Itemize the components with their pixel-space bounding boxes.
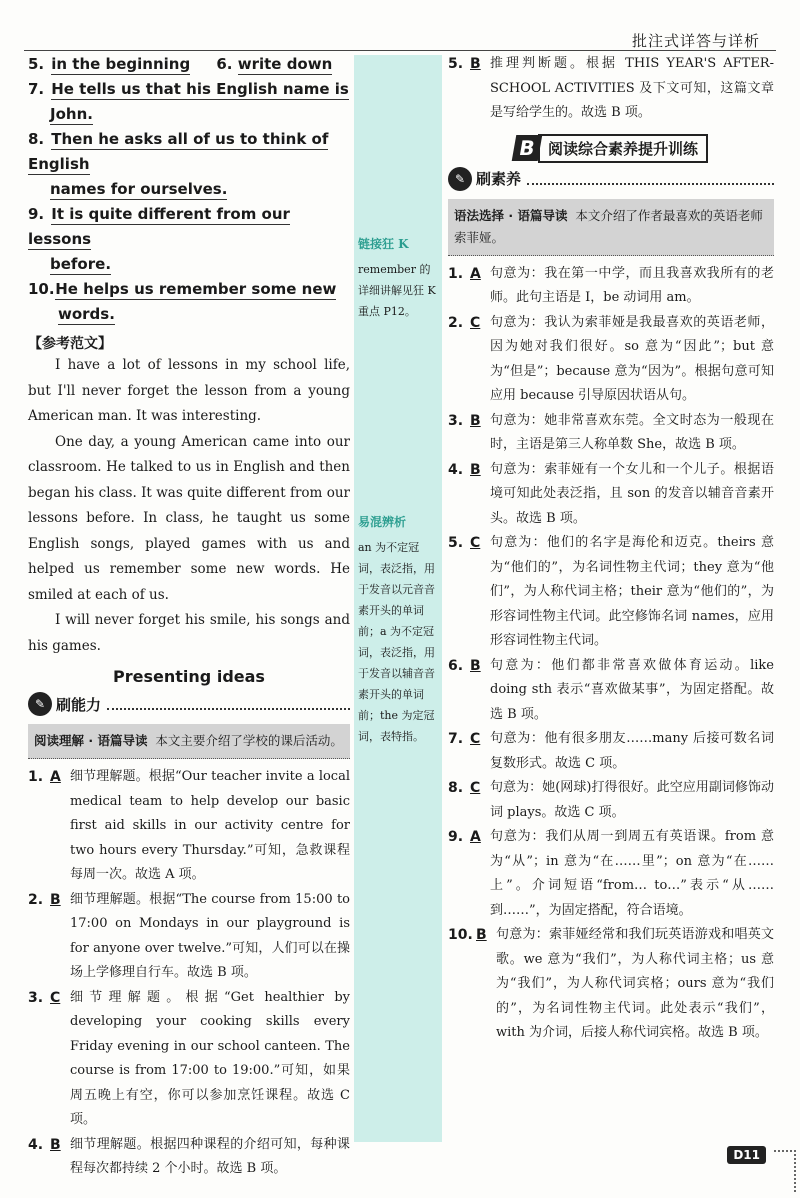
guide-title: 阅读理解 · 语篇导读 xyxy=(34,733,148,748)
answer-number: 6. xyxy=(216,55,233,73)
list-item xyxy=(448,654,774,728)
list-item xyxy=(448,825,774,923)
note-heading: 链接狂 K xyxy=(358,237,409,251)
item-text: 句意为：我们从周一到周五有英语课。from 意为“从”；in 意为“在……里”；on 意为“在……上”。介词短语“from… to…”表示“从……到……”，为固定搭配，符合语境。 xyxy=(490,829,774,918)
left-column xyxy=(28,52,350,1182)
pen-icon: ✎ xyxy=(28,692,52,716)
item-letter: B xyxy=(50,891,61,908)
answer-text: He tells us that his English name is xyxy=(51,80,349,98)
item-number: 1. xyxy=(448,265,464,282)
essay-paragraph: I will never forget his smile, his songs and his games. xyxy=(28,612,350,654)
annotation-column xyxy=(354,55,442,1142)
item-text: 句意为：索菲娅经常和我们玩英语游戏和唱英文歌。we 意为“我们”，为人称代词主格；us 意为“我们”，为人称代词宾格；ours 意为“我们的”，为名词性物主代词。此处表示“我们”，with 为介词，后接人称代词宾格。故选 B 项。 xyxy=(496,927,774,1040)
answer-text: before. xyxy=(50,255,112,273)
list-item xyxy=(28,1133,350,1182)
item-letter: B xyxy=(470,412,481,429)
item-letter: B xyxy=(470,461,481,478)
banner-title: 阅读综合素养提升训练 xyxy=(538,134,708,163)
list-item xyxy=(448,727,774,776)
list-item xyxy=(448,776,774,825)
page-header: 批注式详答与详析 xyxy=(631,32,760,50)
item-text: 句意为：他们都非常喜欢做体育运动。like doing sth 表示“喜欢做某事”，为固定搭配。故选 B 项。 xyxy=(490,657,774,722)
corner-decoration xyxy=(774,1150,796,1192)
note-text: remember 的详细讲解见狂 K 重点 P12。 xyxy=(358,263,436,318)
list-item xyxy=(448,923,774,1046)
item-letter: C xyxy=(470,731,481,747)
answer-number: 8. xyxy=(28,130,45,148)
answer-9-cont xyxy=(28,252,350,277)
item-text: 句意为：我在第一中学，而且我喜欢我所有的老师。此句主语是 I，be 动词用 am。 xyxy=(490,265,774,305)
answer-text: It is quite different from our lessons xyxy=(28,205,290,248)
item-number: 6. xyxy=(448,657,464,674)
item-text: 句意为：我认为索菲娅是我最喜欢的英语老师，因为她对我们很好。so 意为“因此”；but 意为“但是”；because 意为“因为”。根据句意可知应用 because 引导原因状语从句。 xyxy=(490,314,774,403)
item-number: 9. xyxy=(448,829,464,845)
item-text: 句意为：她(网球)打得很好。此空应用副词修饰动词 plays。故选 C 项。 xyxy=(490,780,774,820)
item-number: 3. xyxy=(448,412,464,429)
item-number: 4. xyxy=(448,461,464,478)
dotted-divider xyxy=(527,173,774,185)
right-column xyxy=(448,52,774,1046)
item-number: 3. xyxy=(28,989,44,1006)
item-text: 句意为：他有很多朋友……many 后接可数名词复数形式。故选 C 项。 xyxy=(490,731,774,771)
answer-number: 10. xyxy=(28,280,55,298)
answer-block xyxy=(28,52,350,327)
item-text: 句意为：她非常喜欢东莞。全文时态为一般现在时，主语是第三人称单数 She，故选 B 项。 xyxy=(490,412,774,452)
item-letter: B xyxy=(50,1136,61,1153)
item-number: 10. xyxy=(448,927,473,943)
answer-8 xyxy=(28,127,350,177)
item-number: 5. xyxy=(448,56,464,72)
section-badge xyxy=(28,692,350,716)
item-letter: B xyxy=(470,657,481,674)
item-text: 细节理解题。根据“The course from 15:00 to 17:00 on Mondays in our playground is for anyone over twelve.”可知，人们可以在操场上学修理自行车。故选 B 项。 xyxy=(70,891,350,980)
guide-text: 本文介绍了作者最喜欢的英语老师索菲娅。 xyxy=(454,207,763,245)
answer-text: write down xyxy=(237,55,333,73)
answer-text: words. xyxy=(58,305,115,323)
answer-number: 5. xyxy=(28,55,45,73)
item-letter: A xyxy=(470,829,481,845)
item-text: 推理判断题。根据 THIS YEAR'S AFTER-SCHOOL ACTIVITIES 及下文可知，这篇文章是写给学生的。故选 B 项。 xyxy=(490,56,774,120)
item-text: 细节理解题。根据“Our teacher invite a local medical team to help develop our basic first aid skills in our activity centre for two hours every Thursday.”可知，急救课程每周一次。故选 A 项。 xyxy=(70,769,350,882)
note-heading: 易混辨析 xyxy=(358,515,407,529)
item-number: 7. xyxy=(448,731,464,747)
list-item xyxy=(28,986,350,1133)
header-divider xyxy=(24,50,776,51)
pen-icon: ✎ xyxy=(448,167,472,191)
reading-guide xyxy=(28,724,350,759)
badge-label: 刷素养 xyxy=(476,170,522,188)
dotted-divider xyxy=(107,698,350,710)
essay-paragraph: One day, a young American came into our classroom. He talked to us in English and then began his class. It was quite different from our lessons before. In class, he taught us some English songs, played games with us and helped us remember some new words. He smiled at each of us. xyxy=(28,433,350,603)
item-number: 4. xyxy=(28,1136,44,1153)
grammar-guide xyxy=(448,199,774,256)
item-number: 2. xyxy=(28,891,44,908)
answer-text: names for ourselves. xyxy=(50,180,228,198)
badge-label: 刷能力 xyxy=(56,695,102,714)
item-text: 句意为：他们的名字是海伦和迈克。theirs 意为“他们的”，为名词性物主代词；they 意为“他们”，为人称代词主格；their 意为“他们的”，为形容词性物主代词。此空修饰名词 names，应用形容词性物主代词。 xyxy=(490,535,774,648)
item-letter: B xyxy=(470,56,481,72)
item-letter: C xyxy=(470,535,481,551)
answer-7-cont xyxy=(28,102,350,127)
item-letter: B xyxy=(476,927,487,943)
note-text: an 为不定冠词，表泛指，用于发音以元音音素开头的单词前；a 为不定冠词，表泛指，用于发音以辅音音素开头的单词前；the 为定冠词，表特指。 xyxy=(358,541,435,743)
answer-9 xyxy=(28,202,350,252)
banner-letter: B xyxy=(512,135,543,161)
answer-text: in the beginning xyxy=(51,55,191,73)
answer-text: John. xyxy=(50,105,93,123)
page-number: D11 xyxy=(727,1146,766,1164)
list-item xyxy=(448,409,774,458)
model-essay xyxy=(28,353,350,659)
list-item xyxy=(448,52,774,126)
item-number: 8. xyxy=(448,780,464,796)
answer-10-cont xyxy=(28,302,350,327)
answer-8-cont xyxy=(28,177,350,202)
answer-list xyxy=(448,262,774,1046)
section-title: Presenting ideas xyxy=(113,667,265,686)
answer-5-6 xyxy=(28,52,350,77)
list-item xyxy=(448,531,774,654)
section-badge xyxy=(448,167,774,191)
answer-number: 7. xyxy=(28,80,45,98)
item-number: 2. xyxy=(448,314,464,331)
guide-title: 语法选择 · 语篇导读 xyxy=(454,207,568,223)
item-letter: A xyxy=(50,769,61,785)
section-banner xyxy=(448,134,774,163)
list-item xyxy=(448,458,774,532)
list-item xyxy=(448,262,774,311)
guide-text: 本文主要介绍了学校的课后活动。 xyxy=(155,733,343,748)
item-number: 1. xyxy=(28,769,44,785)
essay-label: 【参考范文】 xyxy=(28,336,112,352)
essay-paragraph: I have a lot of lessons in my school life, but I'll never forget the lesson from a young American man. It was interesting. xyxy=(28,357,350,424)
answer-7 xyxy=(28,77,350,102)
item-text: 细节理解题。根据四种课程的介绍可知，每种课程每次都持续 2 个小时。故选 B 项。 xyxy=(70,1136,350,1176)
item-letter: C xyxy=(470,780,481,796)
item-letter: A xyxy=(470,265,481,282)
list-item xyxy=(28,765,350,888)
item-text: 细节理解题。根据“Get healthier by developing your cooking skills every Friday evening in our school canteen. The course is from 17:00 to 19:00.”可知，如果周五晚上有空，你可以参加烹饪课程。故选 C 项。 xyxy=(70,989,350,1127)
answer-number: 9. xyxy=(28,205,45,223)
answer-list xyxy=(28,765,350,1182)
item-text: 句意为：索菲娅有一个女儿和一个儿子。根据语境可知此处表泛指，且 son 的发音以辅音音素开头。故选 B 项。 xyxy=(490,461,774,526)
answer-text: He helps us remember some new xyxy=(55,280,337,298)
answer-text: Then he asks all of us to think of English xyxy=(28,130,329,173)
item-number: 5. xyxy=(448,535,464,551)
answer-10 xyxy=(28,277,350,302)
item-letter: C xyxy=(50,989,61,1006)
list-item xyxy=(28,888,350,986)
item-letter: C xyxy=(470,314,481,331)
list-item xyxy=(448,311,774,409)
